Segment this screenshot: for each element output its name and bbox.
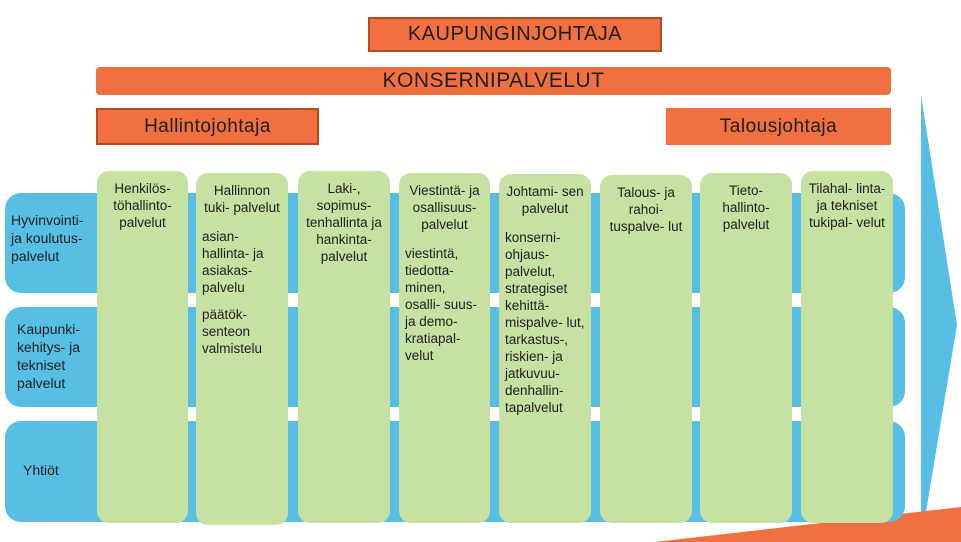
column-title: Johtami- sen palvelut bbox=[506, 184, 584, 216]
service-column-finance bbox=[600, 175, 692, 523]
band-label-companies: Yhtiöt bbox=[23, 462, 59, 478]
service-column-legal bbox=[298, 171, 390, 523]
column-title: Hallinnon tuki- palvelut bbox=[204, 183, 280, 215]
column-body: konserni- ohjaus- palvelut, strategiset kehittä- mispalve- lut, tarkastus-, riskien- ja jatkuvuu- denhallin- tapalvelut bbox=[505, 230, 585, 415]
service-column-ict bbox=[700, 173, 792, 523]
column-title: Tilahal- linta- ja tekniset tukipal- velut bbox=[808, 181, 886, 230]
service-column-hr bbox=[97, 171, 188, 523]
band-label-welfare: Hyvinvointi- ja koulutus- palvelut bbox=[11, 212, 84, 264]
service-column-facilities bbox=[801, 171, 893, 523]
column-body: asian- hallinta- ja asiakas- palvelu bbox=[202, 229, 264, 295]
column-body: viestintä, tiedotta- minen, osalli- suus- ja demo- kratiapal- velut bbox=[405, 246, 478, 363]
city-manager-box: KAUPUNGINJOHTAJA bbox=[368, 17, 662, 52]
column-title: Laki-, sopimus- tenhallinta ja hankinta- palvelut bbox=[306, 181, 382, 264]
column-title: Talous- ja rahoi- tuspalve- lut bbox=[609, 185, 683, 234]
column-title: Henkilös- töhallinto- palvelut bbox=[113, 181, 172, 230]
right-arrow-shape bbox=[921, 95, 957, 542]
band-label-urban-development: Kaupunki- kehitys- ja tekniset palvelut bbox=[17, 321, 81, 391]
administrative-director-box: Hallintojohtaja bbox=[96, 108, 319, 145]
column-title: Tieto- hallinto- palvelut bbox=[722, 183, 770, 232]
service-column-communications bbox=[399, 173, 490, 523]
column-title: Viestintä- ja osallisuus- palvelut bbox=[409, 183, 480, 232]
service-column-management bbox=[499, 174, 591, 523]
service-column-admin-support bbox=[196, 173, 288, 525]
group-services-bar: KONSERNIPALVELUT bbox=[96, 67, 891, 95]
finance-director-box: Talousjohtaja bbox=[666, 108, 891, 145]
column-body-secondary: päätök- senteon valmistelu bbox=[202, 307, 263, 356]
